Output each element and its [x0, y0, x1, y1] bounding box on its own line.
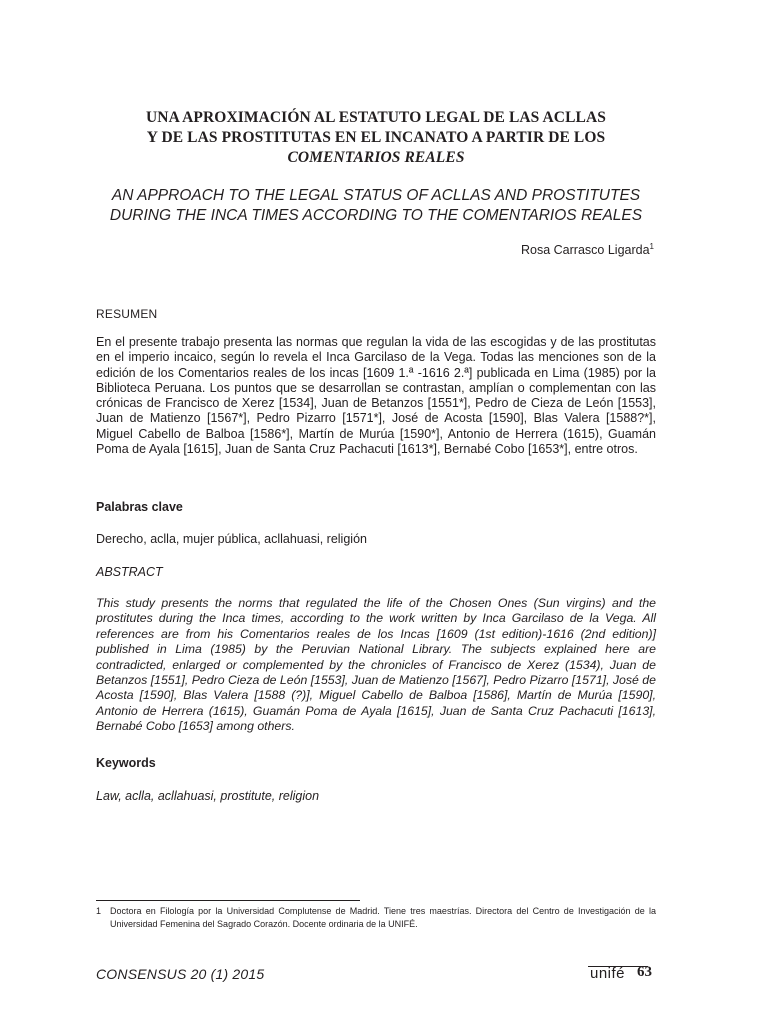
author-byline	[521, 242, 654, 257]
keywords-text: Law, aclla, acllahuasi, prostitute, religion	[96, 789, 320, 803]
spanish-title-line-1: UNA APROXIMACIÓN AL ESTATUTO LEGAL DE LAS ACLLAS	[145, 109, 606, 126]
abstract-text: This study presents the norms that regulated the life of the Chosen Ones (Sun virgins) and the prostitutes during the Inca times, according to the work written by Inca Garcilaso de la Vega. All references are from his Comentarios reales de los Incas [1609 (1st edition)-1616 (2nd edition)] published in Lima (1985) by the Peruvian National Library. The subjects explained here are contradicted, enlarged or complemented by the chronicles of Francisco de Xerez (1534), Juan de Betanzos [1551], Pedro Cieza de León [1553], Juan de Matienzo [1567], Pedro Pizarro [1571], José de Acosta [1590], Blas Valera [1588 (?)], Miguel Cabello de Balboa [1586], Martín de Murúa [1590], Antonio de Herrera (1615), Guamán Poma de Ayala [1615], Juan de Santa Cruz Pachacuti [1613], Bernabé Cobo [1653] among others.	[96, 596, 656, 734]
footnote	[96, 905, 656, 931]
resumen-heading: RESUMEN	[96, 307, 158, 321]
page-number: 63	[637, 964, 652, 980]
english-title-line-1: AN APPROACH TO THE LEGAL STATUS OF ACLLAS AND PROSTITUTES	[111, 187, 641, 204]
author-name: Rosa Carrasco Ligarda	[521, 243, 650, 258]
author-footnote-mark: 1	[649, 242, 654, 251]
logo-text: unifé	[590, 965, 626, 982]
journal-citation: CONSENSUS 20 (1) 2015	[96, 966, 265, 982]
article-page	[96, 0, 656, 1024]
palabras-clave-text: Derecho, aclla, mujer pública, acllahuasi, religión	[96, 532, 367, 546]
footnote-text: Doctora en Filología por la Universidad Complutense de Madrid. Tiene tres maestrías. Directora del Centro de Investigación de la Universidad Femenina del Sagrado Corazón. Docente ordinaria de la UNIFÉ.	[110, 906, 656, 929]
footnote-divider	[96, 900, 360, 901]
abstract-heading: ABSTRACT	[96, 565, 163, 579]
keywords-heading: Keywords	[96, 756, 156, 770]
english-title	[96, 186, 656, 226]
spanish-title-line-3: COMENTARIOS REALES	[287, 149, 465, 166]
footnote-number: 1	[96, 906, 102, 916]
spanish-title	[96, 108, 656, 168]
palabras-clave-heading: Palabras clave	[96, 500, 183, 514]
spanish-title-line-2: Y DE LAS PROSTITUTAS EN EL INCANATO A PARTIR DE LOS	[146, 129, 606, 146]
resumen-text: En el presente trabajo presenta las normas que regulan la vida de las escogidas y de las prostitutas en el imperio incaico, según lo revela el Inca Garcilaso de la Vega. Todas las menciones son de la edición de los Comentarios reales de los incas [1609 1.ª -1616 2.ª] publicada en Lima (1985) por la Biblioteca Peruana. Los puntos que se desarrollan se contrastan, amplían o complementan con las crónicas de Francisco de Xerez [1534], Juan de Betanzos [1551*], Pedro de Cieza de León [1553], Juan de Matienzo [1567*], Pedro Pizarro [1571*], José de Acosta [1590], Blas Valera [1588?*], Miguel Cabello de Balboa [1586*], Martín de Murúa [1590*], Antonio de Herrera (1615), Guamán Poma de Ayala [1615], Juan de Santa Cruz Pachacuti [1613*], Bernabé Cobo [1653*], entre otros.	[96, 335, 656, 457]
english-title-line-2: DURING THE INCA TIMES ACCORDING TO THE COMENTARIOS REALES	[109, 207, 643, 224]
